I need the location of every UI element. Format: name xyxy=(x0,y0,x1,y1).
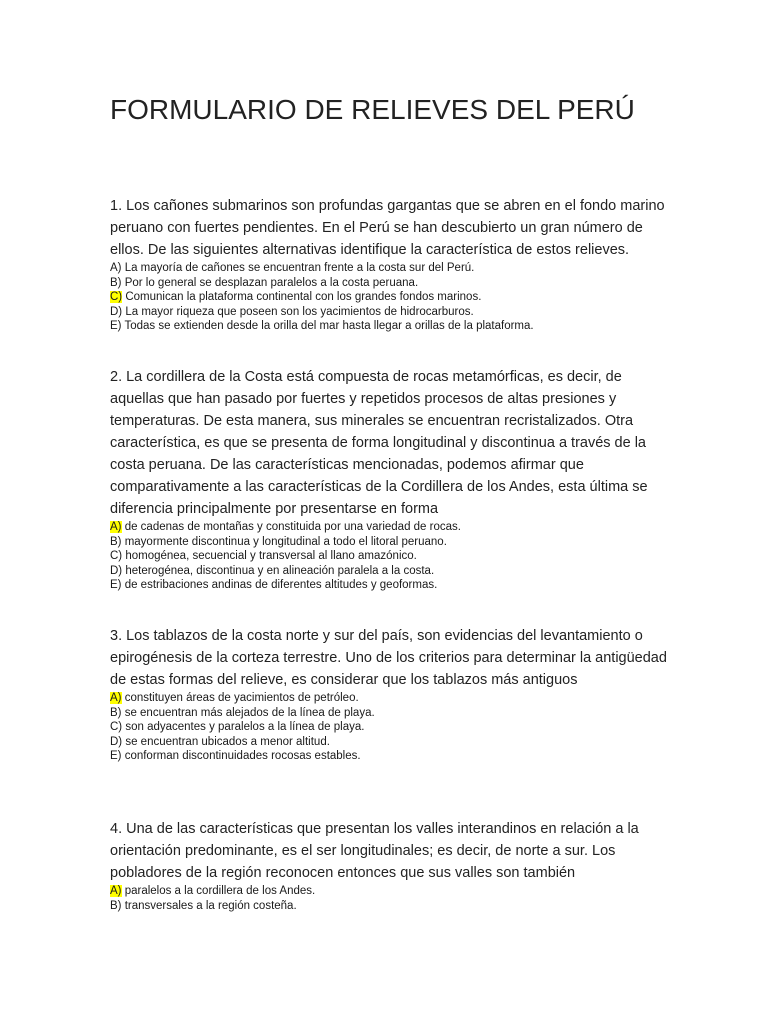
option-text: paralelos a la cordillera de los Andes. xyxy=(121,885,316,897)
option-letter: A) xyxy=(110,885,122,897)
option-letter: B) xyxy=(110,706,122,719)
answer-options xyxy=(110,520,670,593)
option-letter: C) xyxy=(110,721,123,734)
answer-option-e xyxy=(110,319,670,334)
option-letter: B) xyxy=(110,276,122,289)
answer-options xyxy=(110,691,670,764)
page-title: FORMULARIO DE RELIEVES DEL PERÚ xyxy=(110,94,635,125)
option-letter: A) xyxy=(110,521,122,533)
answer-option-a xyxy=(110,691,670,706)
option-text: mayormente discontinua y longitudinal a todo el litoral peruano. xyxy=(121,535,447,548)
answer-option-b xyxy=(110,535,670,550)
option-text: se encuentran más alejados de la línea de playa. xyxy=(121,706,375,719)
option-letter: A) xyxy=(110,692,122,704)
question-2 xyxy=(110,366,670,593)
option-letter: D) xyxy=(110,735,123,748)
question-3 xyxy=(110,625,670,764)
answer-option-d xyxy=(110,305,670,320)
answer-option-a xyxy=(110,884,670,899)
option-text: La mayor riqueza que poseen son los yacimientos de hidrocarburos. xyxy=(122,305,474,318)
answer-option-a xyxy=(110,520,670,535)
question-text: 2. La cordillera de la Costa está compuesta de rocas metamórficas, es decir, de aquellas que han pasado por fuertes y repetidos procesos de altas presiones y temperaturas. De esta manera, sus minerales se encuentran recristalizados. Otra característica, es que se presenta de forma longitudinal y discontinua a través de la costa peruana. De las características mencionadas, podemos afirmar que comparativamente a las características de la Cordillera de los Andes, esta última se diferencia principalmente por presentarse en forma xyxy=(110,369,648,517)
option-letter: B) xyxy=(110,899,122,912)
question-1 xyxy=(110,195,670,334)
answer-option-c xyxy=(110,290,670,305)
option-text: de estribaciones andinas de diferentes altitudes y geoformas. xyxy=(121,579,438,592)
option-text: heterogénea, discontinua y en alineación paralela a la costa. xyxy=(122,564,435,577)
option-letter: B) xyxy=(110,535,122,548)
option-text: se encuentran ubicados a menor altitud. xyxy=(122,735,330,748)
question-text: 4. Una de las características que presentan los valles interandinos en relación a la orientación predominante, es el ser longitudinales; es decir, de norte a sur. Los pobladores de la región reconocen entonces que sus valles son también xyxy=(110,821,639,881)
option-letter: E) xyxy=(110,320,122,333)
option-letter: A) xyxy=(110,262,122,274)
answer-option-e xyxy=(110,749,670,764)
option-text: Todas se extienden desde la orilla del mar hasta llegar a orillas de la plataforma. xyxy=(121,320,534,333)
option-text: son adyacentes y paralelos a la línea de playa. xyxy=(122,721,365,734)
option-text: homogénea, secuencial y transversal al llano amazónico. xyxy=(122,550,417,563)
answer-options xyxy=(110,884,670,913)
answer-option-d xyxy=(110,564,670,579)
option-letter: C) xyxy=(110,291,123,304)
question-text: 1. Los cañones submarinos son profundas gargantas que se abren en el fondo marino peruano con fuertes pendientes. En el Perú se han descubierto un gran número de ellos. De las siguientes alternativas identifique la característica de estos relieves. xyxy=(110,198,665,258)
option-letter: E) xyxy=(110,750,122,763)
option-letter: D) xyxy=(110,305,123,318)
option-text: transversales a la región costeña. xyxy=(121,899,297,912)
answer-option-e xyxy=(110,578,670,593)
option-text: de cadenas de montañas y constituida por una variedad de rocas. xyxy=(121,521,461,533)
answer-option-c xyxy=(110,549,670,564)
question-4 xyxy=(110,818,670,913)
answer-option-d xyxy=(110,735,670,750)
answer-option-b xyxy=(110,706,670,721)
answer-option-c xyxy=(110,720,670,735)
answer-option-b xyxy=(110,899,670,914)
option-letter: E) xyxy=(110,579,122,592)
option-text: La mayoría de cañones se encuentran frente a la costa sur del Perú. xyxy=(121,262,475,274)
option-letter: D) xyxy=(110,564,123,577)
question-text: 3. Los tablazos de la costa norte y sur del país, son evidencias del levantamiento o epirogénesis de la corteza terrestre. Uno de los criterios para determinar la antigüedad de estas formas del relieve, es considerar que los tablazos más antiguos xyxy=(110,628,667,688)
answer-options xyxy=(110,261,670,334)
option-text: Por lo general se desplazan paralelos a la costa peruana. xyxy=(121,276,419,289)
answer-option-b xyxy=(110,276,670,291)
option-text: conforman discontinuidades rocosas estables. xyxy=(121,750,361,763)
option-text: Comunican la plataforma continental con los grandes fondos marinos. xyxy=(122,291,482,304)
option-letter: C) xyxy=(110,550,123,563)
answer-option-a xyxy=(110,261,670,276)
option-text: constituyen áreas de yacimientos de petróleo. xyxy=(121,692,359,704)
